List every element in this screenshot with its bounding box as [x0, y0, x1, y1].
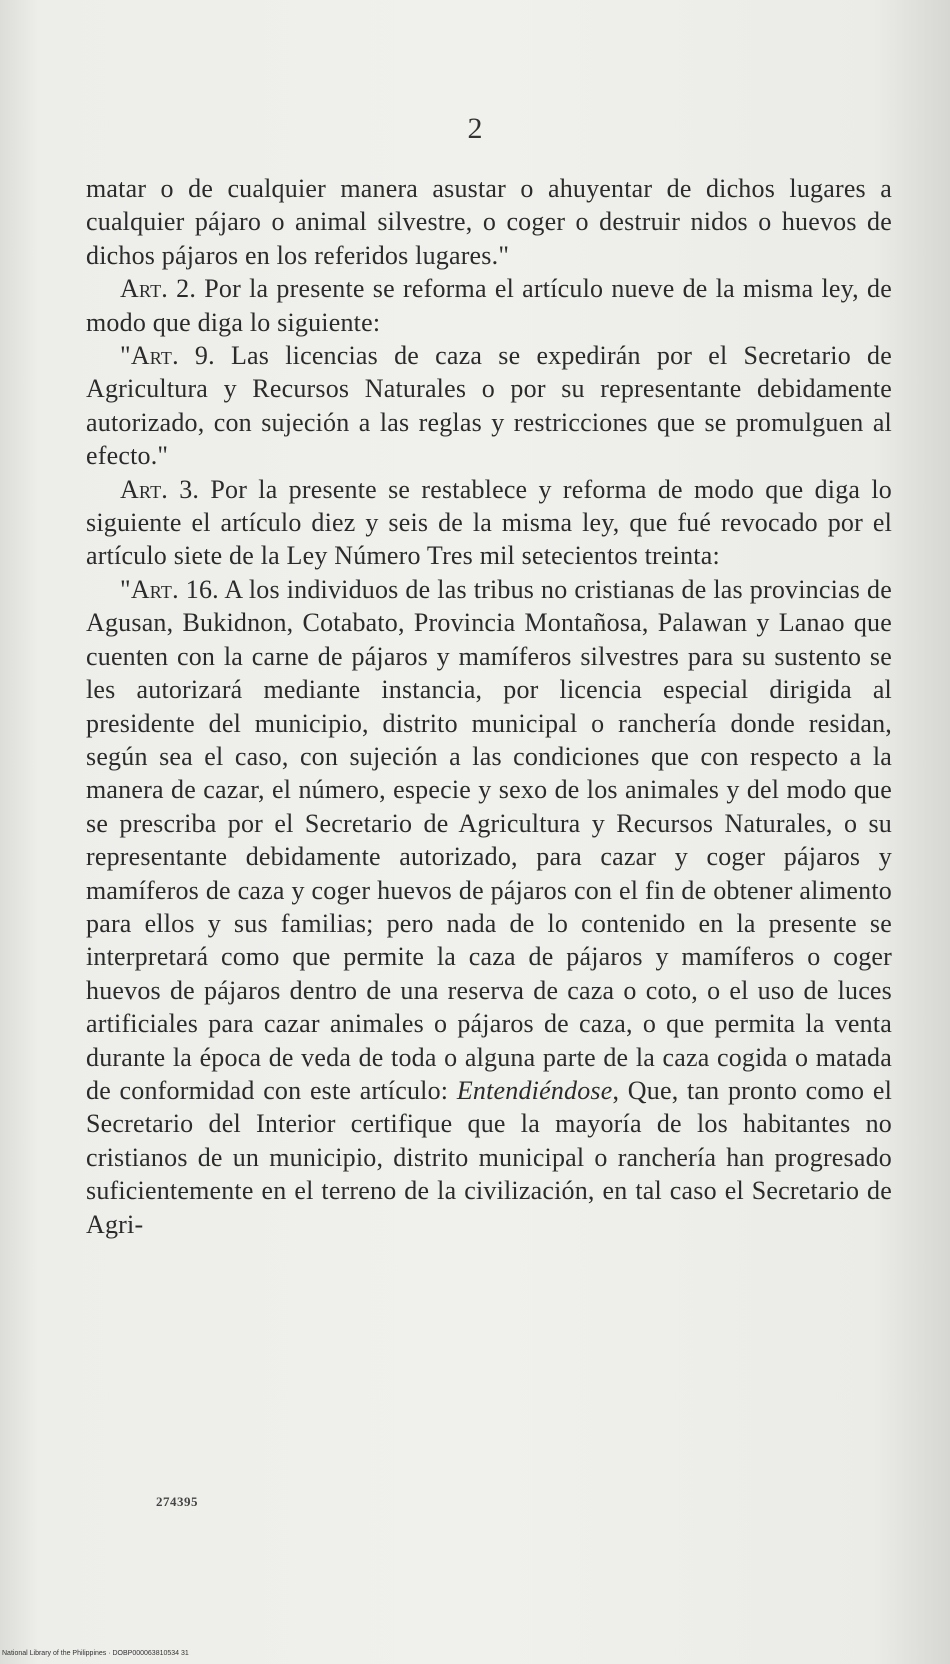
paragraph-article-9 [86, 339, 892, 473]
paragraph-article-3 [86, 473, 892, 573]
paragraph [86, 172, 892, 272]
paragraph-text: Por la presente se reforma el artículo nueve de la misma ley, de modo que diga lo siguiente: [86, 274, 892, 337]
body-text [86, 172, 892, 1241]
paragraph-text: Las licencias de caza se expedirán por el Secretario de Agricultura y Recursos Naturales o por su representante debidamente autorizado, con sujeción a las reglas y restricciones que se promulguen al efecto." [86, 341, 892, 471]
article-label: Art. 3. [120, 474, 200, 504]
italic-term: Entendiéndose [456, 1075, 613, 1105]
paragraph-article-16 [86, 573, 892, 1241]
paragraph-text: A los individuos de las tribus no cristianas de las provincias de Agusan, Bukidnon, Cotabato, Provincia Montañosa, Palawan y Lanao que cuenten con la carne de pájaros y mamíferos silvestres para su sustento se les autorizará mediante instancia, por licencia especial dirigida al presidente del municipio, distrito municipal o ranchería donde residan, según sea el caso, con sujeción a las condiciones que con respecto a la manera de cazar, el número, especie y sexo de los animales y del modo que se prescriba por el Secretario de Agricultura y Recursos Naturales, o su representante debidamente autorizado, para cazar y coger pájaros y mamíferos de caza y coger huevos de pájaros con el fin de obtener alimento para ellos y sus familias; pero nada de lo contenido en la presente se interpretará como que permite la caza de pájaros y mamíferos o coger huevos de pájaros dentro de una reserva de caza o coto, o el uso de luces artificiales para cazar animales o pájaros de caza, o que permita la venta durante la época de veda de toda o alguna parte de la caza cogida o matada de conformidad con este artículo: [86, 574, 892, 1105]
paragraph-article-2 [86, 272, 892, 339]
scan-source-note: National Library of the Philippines · DOBP000063810534 31 [2, 1650, 189, 1657]
article-label: Art. 2. [120, 274, 197, 304]
article-label: "Art. 16. [120, 574, 219, 604]
paragraph-text: matar o de cualquier manera asustar o ahuyentar de dichos lugares a cualquier pájaro o animal silvestre, o coger o destruir nidos o huevos de dichos pájaros en los referidos lugares." [86, 174, 892, 270]
paragraph-text: Por la presente se restablece y reforma de modo que diga lo siguiente el artículo diez y seis de la misma ley, que fué revocado por el artículo siete de la Ley Número Tres mil setecientos treinta: [86, 474, 892, 571]
paragraph-text: , Que, tan pronto como el Secretario del Interior certifique que la mayoría de los habitantes no cristianos de un municipio, distrito municipal o ranchería han progresado suficientemente en el terreno de la civilización, en tal caso el Secretario de Agri- [86, 1075, 892, 1239]
article-label: "Art. 9. [120, 341, 215, 371]
print-code: 274395 [156, 1494, 198, 1509]
page-number: 2 [467, 112, 483, 145]
